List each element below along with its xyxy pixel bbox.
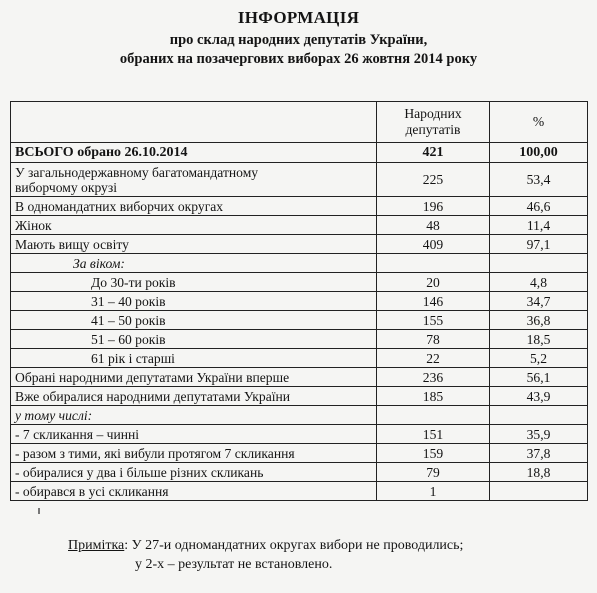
row-label: В одномандатних виборчих округах [11, 197, 377, 216]
table-row [11, 311, 588, 330]
table-row [11, 444, 588, 463]
row-label: - обиралися у два і більше різних скликань [11, 463, 377, 482]
row-label: Вже обиралися народними депутатами України [11, 387, 377, 406]
row-count: 48 [377, 216, 490, 235]
row-count: 155 [377, 311, 490, 330]
row-percent: 36,8 [490, 311, 588, 330]
row-percent: 18,5 [490, 330, 588, 349]
row-count: 409 [377, 235, 490, 254]
footnote [68, 536, 463, 574]
header-empty-cell [11, 102, 377, 143]
row-count: 159 [377, 444, 490, 463]
row-percent: 5,2 [490, 349, 588, 368]
table-row [11, 330, 588, 349]
row-percent: 4,8 [490, 273, 588, 292]
row-label: Жінок [11, 216, 377, 235]
row-count: 146 [377, 292, 490, 311]
row-percent: 18,8 [490, 463, 588, 482]
row-count: 20 [377, 273, 490, 292]
row-percent [490, 254, 588, 273]
row-count: 78 [377, 330, 490, 349]
row-percent: 46,6 [490, 197, 588, 216]
table-row-section [11, 406, 588, 425]
footnote-label: Примітка [68, 538, 125, 553]
row-percent: 11,4 [490, 216, 588, 235]
row-label: 51 – 60 років [11, 330, 377, 349]
row-label: - 7 скликання – чинні [11, 425, 377, 444]
table-row [11, 425, 588, 444]
row-count: 151 [377, 425, 490, 444]
table-row [11, 216, 588, 235]
row-count: 421 [377, 143, 490, 163]
row-percent: 35,9 [490, 425, 588, 444]
document-subtitle-line2: обраних на позачергових виборах 26 жовтня 2014 року [119, 51, 478, 67]
row-label: 61 рік і старші [11, 349, 377, 368]
header-deputies: Народних депутатів [377, 102, 490, 143]
row-percent: 97,1 [490, 235, 588, 254]
scan-mark [38, 508, 40, 514]
row-percent: 34,7 [490, 292, 588, 311]
table-row [11, 292, 588, 311]
row-count: 225 [377, 163, 490, 197]
row-label: У загальнодержавному багатомандатному виборчому окрузі [11, 163, 377, 197]
row-count: 22 [377, 349, 490, 368]
row-count: 1 [377, 482, 490, 501]
table-row [11, 387, 588, 406]
row-percent: 100,00 [490, 143, 588, 163]
section-label: За віком: [11, 254, 377, 273]
table-row [11, 235, 588, 254]
row-label: ВСЬОГО обрано 26.10.2014 [11, 143, 377, 163]
table-row [11, 273, 588, 292]
table-row-section [11, 254, 588, 273]
row-count: 236 [377, 368, 490, 387]
row-label: Мають вищу освіту [11, 235, 377, 254]
row-label: - разом з тими, які вибули протягом 7 скликання [11, 444, 377, 463]
row-percent: 53,4 [490, 163, 588, 197]
row-count [377, 254, 490, 273]
header-percent: % [490, 102, 588, 143]
table-row [11, 349, 588, 368]
footnote-line2: у 2-х – результат не встановлено. [135, 557, 333, 572]
table-row [11, 482, 588, 501]
deputies-table [10, 101, 588, 501]
table-row [11, 197, 588, 216]
row-percent: 43,9 [490, 387, 588, 406]
row-percent [490, 406, 588, 425]
row-count [377, 406, 490, 425]
row-label: 41 – 50 років [11, 311, 377, 330]
row-label: 31 – 40 років [11, 292, 377, 311]
row-percent: 37,8 [490, 444, 588, 463]
row-percent: 56,1 [490, 368, 588, 387]
row-count: 79 [377, 463, 490, 482]
table-row-total [11, 143, 588, 163]
row-count: 185 [377, 387, 490, 406]
row-label: Обрані народними депутатами України вперше [11, 368, 377, 387]
document-title: ІНФОРМАЦІЯ [237, 8, 360, 27]
table-header-row [11, 102, 588, 143]
table-row [11, 163, 588, 197]
table-row [11, 368, 588, 387]
section-label: у тому числі: [11, 406, 377, 425]
footnote-line1 [68, 536, 463, 555]
footnote-text1: : У 27-и одномандатних округах вибори не проводились; [124, 538, 464, 553]
row-percent [490, 482, 588, 501]
row-label: - обирався в усі скликання [11, 482, 377, 501]
table-row [11, 463, 588, 482]
row-label: До 30-ти років [11, 273, 377, 292]
row-count: 196 [377, 197, 490, 216]
document-subtitle-line1: про склад народних депутатів України, [169, 32, 428, 48]
